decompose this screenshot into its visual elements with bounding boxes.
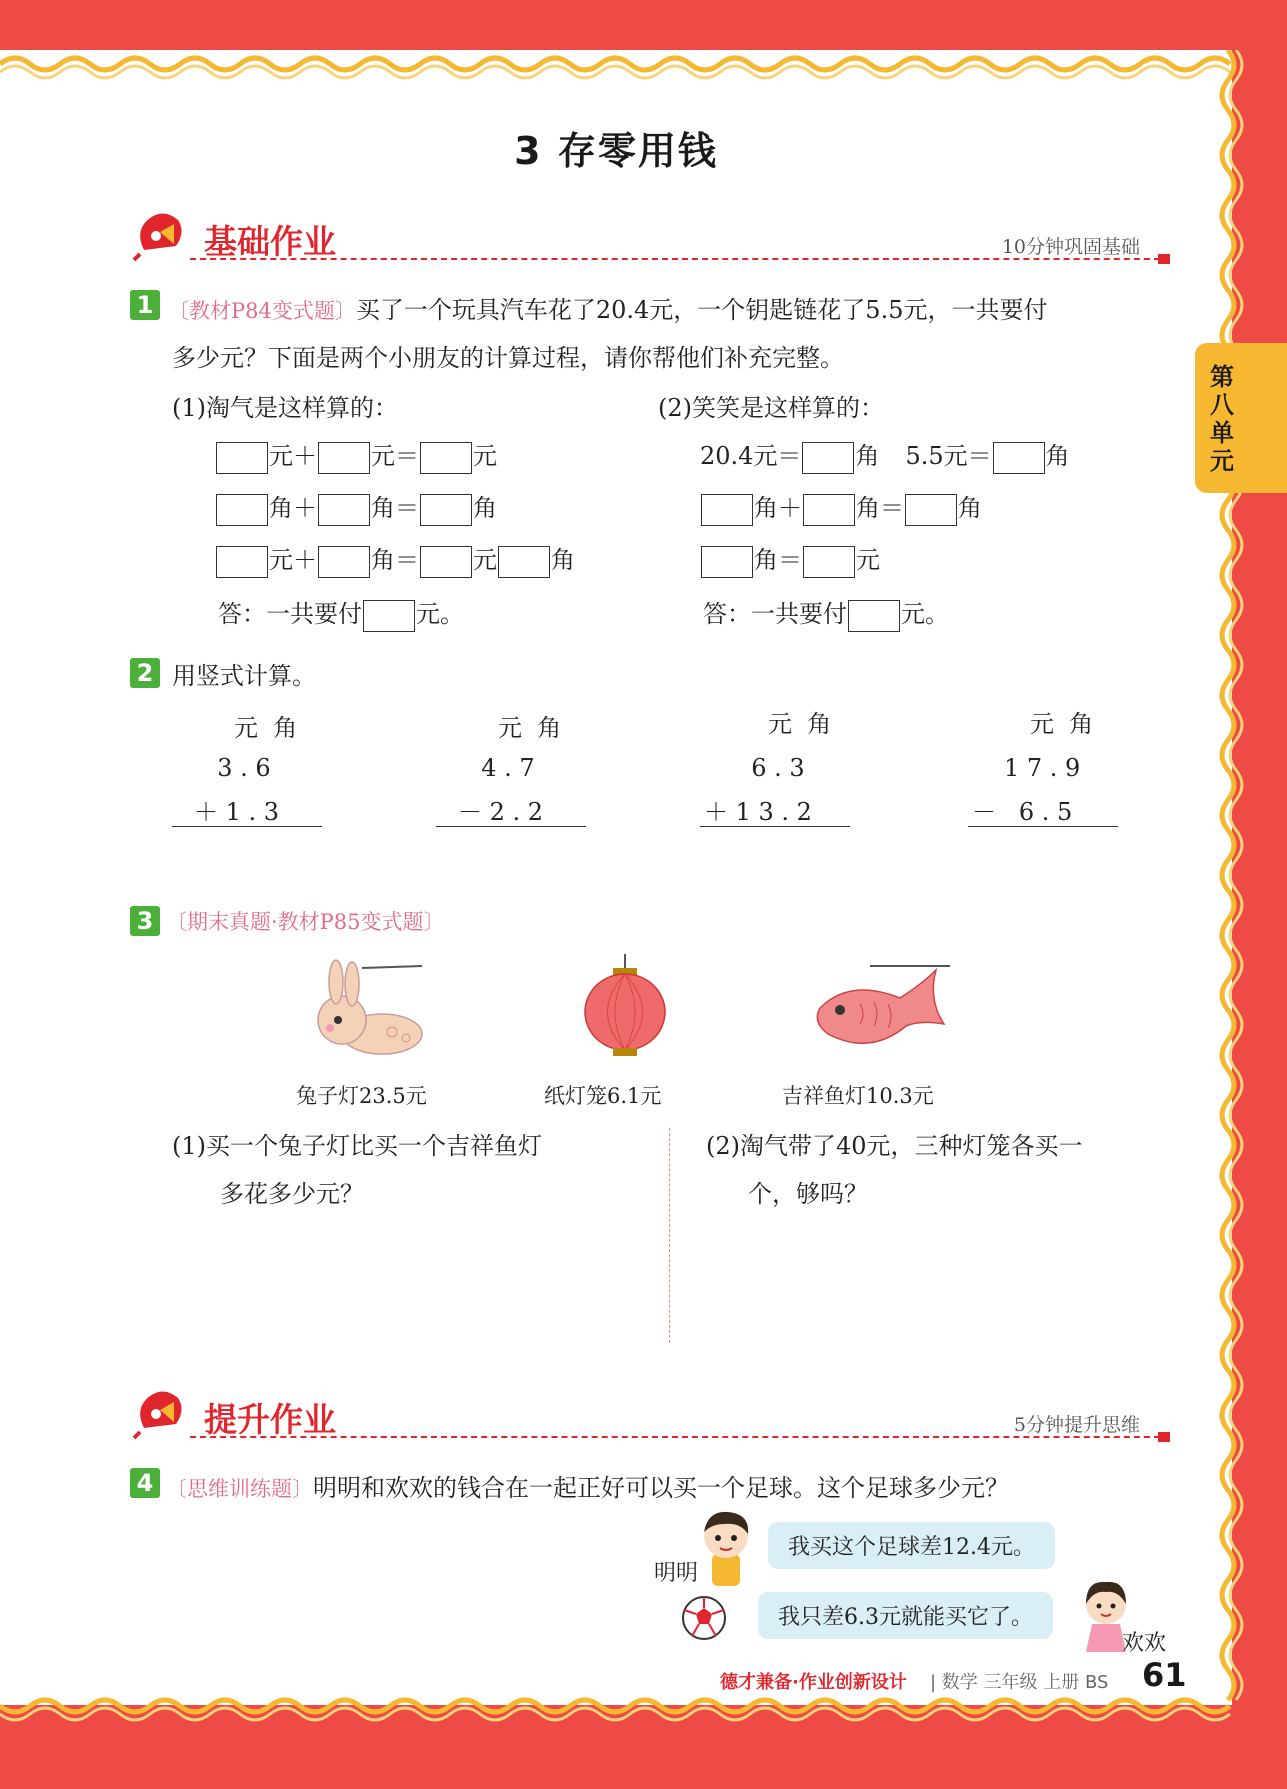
answer-box[interactable] (701, 546, 753, 578)
q1-text: 买了一个玩具汽车花了20.4元，一个钥匙链花了5.5元，一共要付 (355, 296, 1048, 324)
q3-sub1-line1: (1)买一个兔子灯比买一个吉祥鱼灯 (172, 1132, 542, 1160)
answer-box[interactable] (216, 442, 268, 474)
footer-brand: 德才兼备·作业创新设计 (720, 1672, 907, 1693)
section-advanced-header (130, 1386, 1170, 1446)
vertical-calc-top: 3 . 6 (202, 754, 271, 782)
q1-p1-row3: 元＋ 角＝ 元 角 (215, 540, 575, 578)
section-divider-end (1158, 254, 1170, 264)
paper-lantern-caption: 纸灯笼6.1元 (544, 1084, 662, 1108)
answer-box[interactable] (420, 546, 472, 578)
answer-box[interactable] (420, 442, 472, 474)
question-number: 2 (130, 658, 160, 688)
section-basic-title: 基础作业 (204, 222, 336, 261)
vertical-calc-header: 元 角 (498, 714, 562, 742)
answer-box[interactable] (848, 600, 900, 632)
section-divider (190, 1436, 1170, 1438)
paper-lantern-image (580, 954, 670, 1066)
question-number: 3 (130, 906, 160, 936)
q1-p2-row1: 20.4元＝ 角 5.5元＝ 角 (700, 436, 1070, 474)
vertical-calc-rule (436, 826, 586, 827)
vertical-calc-rule (968, 826, 1118, 827)
unit-tab (1195, 343, 1287, 493)
answer-box[interactable] (803, 546, 855, 578)
vertical-calc-rule (172, 826, 322, 827)
vertical-calc-bottom: － 6 . 5 (972, 798, 1073, 826)
bottom-wave-border (0, 1692, 1240, 1732)
q3-sub2-line2: 个，够吗？ (748, 1180, 868, 1208)
section-divider (190, 258, 1170, 260)
lantern-icon (130, 210, 192, 262)
answer-box[interactable] (905, 494, 957, 526)
q3-column-divider (669, 1128, 670, 1343)
rabbit-lantern-image (302, 958, 432, 1058)
section-basic-header (130, 208, 1170, 268)
q1-line1 (168, 290, 1047, 325)
answer-box[interactable] (318, 494, 370, 526)
q1-p2-answer: 答：一共要付 元。 (703, 594, 949, 632)
answer-box[interactable] (420, 494, 472, 526)
unit-tab-label: 第八单元 (1210, 363, 1234, 475)
vertical-calc-top: 1 7 . 9 (1004, 754, 1081, 782)
q1-p2-row3: 角＝ 元 (700, 540, 880, 578)
vertical-calc-bottom: － 2 . 2 (458, 798, 544, 826)
q4-line (166, 1468, 1009, 1503)
right-wave-border (1210, 50, 1250, 1710)
section-divider-end (1158, 1432, 1170, 1442)
vertical-calc-top: 6 . 3 (736, 754, 805, 782)
vertical-calc-bottom: ＋ 1 . 3 (194, 798, 280, 826)
q3-sub2-line1: (2)淘气带了40元，三种灯笼各买一 (706, 1132, 1083, 1160)
q3-sub1-line2: 多花多少元？ (220, 1180, 364, 1208)
rabbit-lantern-caption: 兔子灯23.5元 (296, 1084, 427, 1108)
answer-box[interactable] (802, 442, 854, 474)
q1-p1-row2: 角＋ 角＝ 角 (215, 488, 497, 526)
answer-box[interactable] (216, 546, 268, 578)
girl-speech-bubble: 我只差6.3元就能买它了。 (758, 1592, 1053, 1639)
vertical-calc-rule (700, 826, 850, 827)
vertical-calc-bottom: ＋ 1 3 . 2 (704, 798, 812, 826)
answer-box[interactable] (701, 494, 753, 526)
boy-avatar (694, 1504, 758, 1596)
football-icon (680, 1594, 728, 1642)
q1-p2-row2: 角＋ 角＝ 角 (700, 488, 982, 526)
answer-box[interactable] (993, 442, 1045, 474)
page-number: 61 (1142, 1656, 1187, 1694)
q4-tag: 〔思维训练题〕 (166, 1477, 313, 1501)
answer-box[interactable] (318, 546, 370, 578)
boy-name: 明明 (654, 1561, 699, 1586)
q1-p1-row1: 元＋ 元＝ 元 (215, 436, 497, 474)
section-basic-hint: 10分钟巩固基础 (1001, 236, 1140, 258)
answer-box[interactable] (803, 494, 855, 526)
fish-lantern-image (810, 964, 960, 1064)
q1-part1-label: (1)淘气是这样算的： (172, 394, 398, 422)
lantern-icon (130, 1388, 192, 1440)
question-number: 4 (130, 1468, 160, 1498)
q1-tag: 〔教材P84变式题〕 (168, 299, 356, 323)
answer-box[interactable] (363, 600, 415, 632)
vertical-calc-header: 元 角 (1030, 710, 1094, 738)
vertical-calc-top: 4 . 7 (466, 754, 535, 782)
section-advanced-title: 提升作业 (204, 1400, 336, 1439)
answer-box[interactable] (216, 494, 268, 526)
vertical-calc-header: 元 角 (234, 714, 298, 742)
q1-part2-label: (2)笑笑是这样算的： (658, 394, 884, 422)
page-title: 3 存零用钱 (514, 129, 718, 173)
footer-info: | 数学 三年级 上册 BS (930, 1672, 1109, 1693)
q2-text: 用竖式计算。 (172, 662, 316, 690)
q4-text: 明明和欢欢的钱合在一起正好可以买一个足球。这个足球多少元？ (313, 1474, 1009, 1502)
answer-box[interactable] (318, 442, 370, 474)
q3-tag: 〔期末真题·教材P85变式题〕 (166, 910, 445, 934)
fish-lantern-caption: 吉祥鱼灯10.3元 (782, 1084, 934, 1108)
section-advanced-hint: 5分钟提升思维 (1013, 1414, 1140, 1436)
answer-box[interactable] (498, 546, 550, 578)
question-number: 1 (130, 290, 160, 320)
vertical-calc-header: 元 角 (768, 710, 832, 738)
top-wave-border (0, 44, 1240, 84)
q1-p1-answer: 答：一共要付 元。 (218, 594, 464, 632)
q1-line2: 多少元？下面是两个小朋友的计算过程，请你帮他们补充完整。 (172, 344, 844, 372)
boy-speech-bubble: 我买这个足球差12.4元。 (768, 1522, 1055, 1569)
girl-name: 欢欢 (1122, 1631, 1167, 1656)
